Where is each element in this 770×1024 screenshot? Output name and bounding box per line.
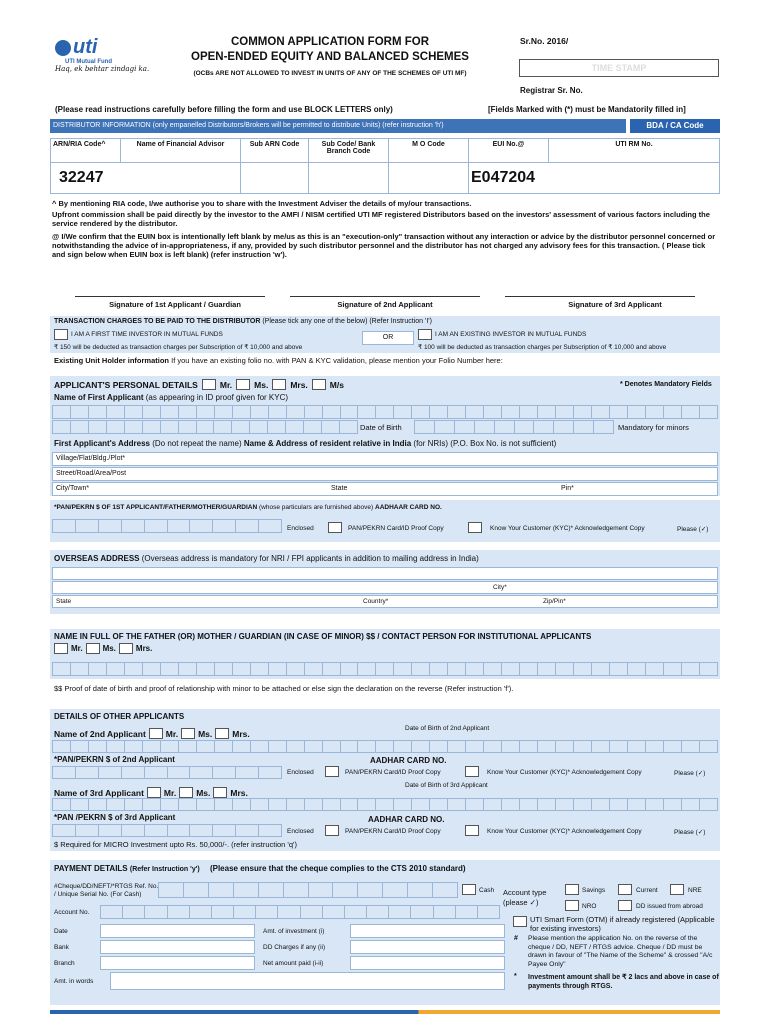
transaction-title-note: (Please tick any one of the below) (Refer Instruction 'I')	[262, 318, 432, 325]
address-label: First Applicant's Address	[54, 439, 150, 448]
logo-sub: UTI Mutual Fund	[65, 59, 112, 65]
account-no-label: Account No.	[54, 909, 90, 916]
existing-holder-info	[54, 356, 503, 365]
father-title: NAME IN FULL OF THE FATHER (OR) MOTHER / GUARDIAN (IN CASE OF MINOR) $$ / CONTACT PERSON FOR INSTITUTIONAL APPLICANTS	[54, 632, 592, 641]
cheque-label-2: / Unique Serial No. (For Cash)	[54, 891, 142, 898]
first-time-note: ₹ 150 will be deducted as transaction charges per Subscription of ₹ 10,000 and above	[54, 344, 303, 351]
time-stamp-box	[519, 59, 719, 77]
amt-invest-input[interactable]	[350, 924, 505, 938]
mrs-label: Mrs.	[290, 379, 308, 390]
overseas-title: OVERSEAS ADDRESS	[54, 554, 140, 563]
col-sub-code: Sub Code/ Bank Branch Code	[309, 139, 389, 163]
aadhar2-label: AADHAR CARD NO.	[370, 756, 447, 765]
existing-label: I AM AN EXISTING INVESTOR IN MUTUAL FUNDS	[435, 331, 587, 338]
pan-title-row	[54, 504, 442, 511]
app3-ms-checkbox[interactable]	[179, 787, 193, 798]
app2-mrs-checkbox[interactable]	[215, 728, 229, 739]
nro-label: NRO	[582, 903, 597, 910]
app2-ms-label: Ms.	[198, 728, 213, 739]
payment-title-row	[54, 864, 466, 873]
kyc-label: Know Your Customer (KYC)* Acknowledgement Copy	[490, 525, 645, 532]
bank-label: Bank	[54, 944, 69, 951]
sig-line-2	[290, 296, 480, 297]
please-tick-label: Please (✓)	[677, 526, 709, 533]
kyc-checkbox[interactable]	[468, 522, 482, 533]
amt-words-label: Amt. in words	[54, 978, 94, 985]
existing-note: ₹ 100 will be deducted as transaction charges per Subscription of ₹ 10,000 and above	[418, 344, 667, 351]
father-proof-note: $$ Proof of date of birth and proof of relationship with minor to be attached or else sign the declaration on the reverse (Refer instruction 'f').	[54, 684, 514, 693]
sub-code-input[interactable]	[309, 163, 389, 194]
logo-text: uti	[73, 36, 98, 58]
name3-label: Name of 3rd Applicant	[54, 787, 144, 798]
ocb-note: (OCBs ARE NOT ALLOWED TO INVEST IN UNITS OF ANY OF THE SCHEMES OF UTI MF)	[193, 70, 467, 77]
serial-number: Sr.No. 2016/	[520, 36, 569, 46]
aadhar3-label: AADHAR CARD NO.	[368, 815, 445, 824]
hash-note: Please mention the application No. on the reverse of the cheque / DD, NEFT / RTGS advice. Cheque / DD must be drawn in favour of "The Name of the Scheme" & crossed "A/c Payee Only"	[528, 935, 713, 968]
overseas-line-2[interactable]	[52, 581, 718, 594]
pan2-proof-label: PAN/PEKRN Card/ID Proof Copy	[345, 769, 441, 776]
pan3-proof-checkbox[interactable]	[325, 825, 339, 836]
first-time-label: I AM A FIRST TIME INVESTOR IN MUTUAL FUNDS	[71, 331, 223, 338]
overseas-country-label: Country*	[363, 598, 389, 605]
address-label-2: Name & Address of resident relative in India	[243, 439, 412, 448]
sig-line-1	[75, 296, 265, 297]
first-time-checkbox[interactable]	[54, 329, 68, 340]
cheque-label-1: #Cheque/DD/NEFT/*RTGS Ref. No.	[54, 883, 159, 890]
overseas-zip-label: Zip/Pin*	[543, 598, 566, 605]
pan-proof-checkbox[interactable]	[328, 522, 342, 533]
father-mrs-checkbox[interactable]	[119, 643, 133, 654]
enclosed3-label: Enclosed	[287, 828, 314, 835]
address-note-1: (Do not repeat the name)	[152, 439, 242, 448]
village-input[interactable]	[52, 452, 718, 466]
cheque-label	[54, 883, 158, 899]
dd-abroad-checkbox[interactable]	[618, 900, 632, 911]
city-input[interactable]	[52, 482, 718, 496]
signature-3[interactable]: Signature of 3rd Applicant	[568, 300, 662, 309]
dob2-label: Date of Birth of 2nd Applicant	[405, 725, 490, 732]
col-mo-code: M O Code	[389, 139, 469, 163]
dd-charges-label: DD Charges if any (ii)	[263, 944, 326, 951]
signature-2[interactable]: Signature of 2nd Applicant	[337, 300, 433, 309]
aadhaar-label: AADHAAR CARD NO.	[375, 504, 442, 511]
overseas-line-1[interactable]	[52, 567, 718, 580]
sub-arn-input[interactable]	[241, 163, 309, 194]
date-input[interactable]	[100, 924, 255, 938]
first-applicant-name-input-2[interactable]	[52, 420, 358, 434]
nre-checkbox[interactable]	[670, 884, 684, 895]
payment-title: PAYMENT DETAILS	[54, 864, 128, 873]
col-rm: UTI RM No.	[549, 139, 720, 163]
euin-note: @ I/We confirm that the EUIN box is intentionally left blank by me/us as this is an "execution-only" transaction without any interaction or advice by the distributor personnel concerned or notwithstanding the advice of in-appropriateness, if any, provided by such distributor personnel and the distributor has not charged any advisory fees for this transaction. ( Please tick and sign below when EUIN box is left blank) (refer instruction 'w').	[52, 232, 716, 259]
kyc2-label: Know Your Customer (KYC)* Acknowledgement Copy	[487, 769, 642, 776]
app2-mrs-label: Mrs.	[232, 728, 250, 739]
branch-label: Branch	[54, 960, 75, 967]
pan-title: *PAN/PEKRN $ OF 1ST APPLICANT/FATHER/MOTHER/GUARDIAN	[54, 504, 258, 511]
pan3-input[interactable]	[52, 824, 282, 837]
father-ms-checkbox[interactable]	[86, 643, 100, 654]
app2-mr-label: Mr.	[165, 728, 179, 739]
existing-checkbox[interactable]	[418, 329, 432, 340]
dob-input[interactable]	[414, 420, 614, 434]
pan-note: (whose particulars are furnished above)	[259, 504, 374, 511]
overseas-state-label: State	[56, 598, 72, 605]
name3-input[interactable]	[52, 798, 718, 811]
pan2-proof-checkbox[interactable]	[325, 766, 339, 777]
dd-abroad-label: DD issued from abroad	[636, 903, 703, 910]
transaction-title-text: TRANSACTION CHARGES TO BE PAID TO THE DISTRIBUTOR	[54, 318, 261, 325]
name2-input[interactable]	[52, 740, 718, 753]
name-label: Name of First Applicant	[54, 393, 144, 402]
date-label: Date	[54, 928, 68, 935]
col-advisor: Name of Financial Advisor	[121, 139, 241, 163]
first-time-option[interactable]	[54, 329, 223, 340]
eui-input[interactable]: E047204	[469, 163, 720, 194]
please3-label: Please (✓)	[674, 829, 706, 836]
ria-note: ^ By mentioning RIA code, I/we authorise you to share with the Investment Adviser the details of my/our transactions.	[52, 199, 472, 208]
first-applicant-name-label	[54, 393, 288, 402]
otm-checkbox[interactable]	[513, 916, 527, 927]
overseas-title-row	[54, 554, 479, 563]
existing-holder-note: If you have an existing folio no. with PAN & KYC validation, please mention your Folio Number here:	[171, 356, 503, 365]
logo-icon	[55, 40, 71, 56]
cash-label: Cash	[479, 887, 495, 894]
payment-title-note-2: (Please ensure that the cheque complies to the CTS 2010 standard)	[209, 864, 466, 873]
app2-ms-checkbox[interactable]	[181, 728, 195, 739]
father-ms-label: Ms.	[102, 644, 116, 653]
father-mr-label: Mr.	[71, 644, 83, 653]
branch-input[interactable]	[100, 956, 255, 970]
transaction-title	[54, 318, 432, 325]
pan2-label: *PAN/PEKRN $ of 2nd Applicant	[54, 755, 175, 764]
state-label: State	[331, 485, 348, 492]
savings-label: Savings	[582, 887, 606, 894]
please2-label: Please (✓)	[674, 770, 706, 777]
address-label-row	[54, 439, 556, 448]
mrs-checkbox[interactable]	[272, 379, 286, 390]
arn-code-input[interactable]: 32247	[51, 163, 241, 194]
father-mr-checkbox[interactable]	[54, 643, 68, 654]
ms-label: Ms.	[254, 379, 269, 390]
account-type-please: (please ✓)	[503, 898, 539, 907]
nro-checkbox[interactable]	[565, 900, 579, 911]
mss-label: M/s	[329, 379, 344, 390]
first-applicant-name-input[interactable]	[52, 405, 718, 419]
current-label: Current	[636, 887, 658, 894]
app3-mrs-checkbox[interactable]	[213, 787, 227, 798]
father-salutation-row	[54, 643, 152, 654]
existing-option[interactable]	[418, 329, 586, 340]
title-line-1: COMMON APPLICATION FORM FOR	[230, 36, 430, 48]
time-stamp-label: TIME STAMP	[591, 63, 647, 73]
overseas-line-3[interactable]	[52, 595, 718, 608]
address-note-2: (for NRIs) (P.O. Box No. is not sufficient)	[413, 439, 557, 448]
bottom-strip	[50, 1010, 720, 1014]
app3-ms-label: Ms.	[196, 787, 211, 798]
pin-label: Pin*	[561, 485, 574, 492]
cheque-input[interactable]	[158, 882, 458, 898]
distributor-bar: DISTRIBUTOR INFORMATION (only empanelled Distributors/Brokers will be permitted to distribute Units) (refer instruction 'h')	[50, 119, 626, 133]
minors-note: Mandatory for minors	[618, 423, 689, 432]
uti-logo	[55, 36, 165, 80]
col-sub-arn: Sub ARN Code	[241, 139, 309, 163]
kyc3-label: Know Your Customer (KYC)* Acknowledgement Copy	[487, 828, 642, 835]
dob3-label: Date of Birth of 3rd Applicant	[405, 782, 488, 789]
kyc2-checkbox[interactable]	[465, 766, 479, 777]
pan3-label: *PAN /PEKRN $ of 3rd Applicant	[54, 813, 176, 822]
amt-invest-label: Amt. of investment (i)	[263, 928, 325, 935]
name3-row	[54, 787, 248, 798]
col-eui: EUI No.@	[469, 139, 549, 163]
overseas-city-label: City*	[493, 584, 507, 591]
personal-title: APPLICANT'S PERSONAL DETAILS	[54, 379, 198, 390]
other-applicants-title: DETAILS OF OTHER APPLICANTS	[54, 712, 185, 721]
bda-ca-code-label: BDA / CA Code	[630, 119, 720, 133]
registrar-label: Registrar Sr. No.	[520, 86, 583, 95]
instructions-note: (Please read instructions carefully before filling the form and use BLOCK LETTERS only)	[55, 105, 393, 114]
kyc3-checkbox[interactable]	[465, 825, 479, 836]
form-title	[170, 36, 490, 63]
village-label: Village/Flat/Bldg./Plot*	[56, 455, 126, 462]
title-line-2: OPEN-ENDED EQUITY AND BALANCED SCHEMES	[191, 51, 469, 63]
dob-label: Date of Birth	[360, 423, 402, 432]
mandatory-fields-note: * Denotes Mandatory Fields	[620, 381, 712, 388]
pan3-proof-label: PAN/PEKRN Card/ID Proof Copy	[345, 828, 441, 835]
sig-line-3	[505, 296, 695, 297]
pan2-input[interactable]	[52, 766, 282, 779]
name2-row	[54, 728, 250, 739]
nre-label: NRE	[688, 887, 702, 894]
micro-note: $ Required for MICRO Investment upto Rs. 50,000/-. (refer instruction 'q')	[54, 840, 297, 849]
current-checkbox[interactable]	[618, 884, 632, 895]
bank-input[interactable]	[100, 940, 255, 954]
father-mrs-label: Mrs.	[135, 644, 153, 653]
star-note: Investment amount shall be ₹ 2 lacs and above in case of payments through RTGS.	[528, 974, 719, 990]
mandatory-note: [Fields Marked with (*) must be Mandatorily filled in]	[488, 105, 686, 114]
payment-title-note: (Refer Instruction 'y')	[129, 866, 200, 873]
otm-label: UTI Smart Form (OTM) if already registered (Applicable for existing investors)	[530, 915, 715, 933]
existing-holder-label: Existing Unit Holder information	[54, 356, 170, 365]
mr-label: Mr.	[219, 379, 233, 390]
account-type-text: Account type	[503, 888, 547, 897]
mo-code-input[interactable]	[389, 163, 469, 194]
mss-checkbox[interactable]	[312, 379, 326, 390]
dd-charges-input[interactable]	[350, 940, 505, 954]
father-name-input[interactable]	[52, 662, 718, 676]
net-amount-input[interactable]	[350, 956, 505, 970]
enclosed2-label: Enclosed	[287, 769, 314, 776]
city-label: City/Town*	[56, 485, 90, 492]
star-marker: *	[514, 973, 517, 980]
mr-checkbox[interactable]	[202, 379, 216, 390]
app3-mr-checkbox[interactable]	[147, 787, 161, 798]
street-input[interactable]	[52, 467, 718, 481]
overseas-note: (Overseas address is mandatory for NRI / FPI applicants in addition to mailing address in India)	[141, 554, 479, 563]
amt-words-input[interactable]	[110, 972, 505, 990]
col-arn: ARN/RIA Code^	[51, 139, 121, 163]
personal-title-row	[54, 379, 344, 390]
cash-checkbox[interactable]	[462, 884, 476, 895]
net-amount-label: Net amount paid (i-ii)	[263, 960, 324, 967]
savings-checkbox[interactable]	[565, 884, 579, 895]
ms-checkbox[interactable]	[236, 379, 250, 390]
name2-label: Name of 2nd Applicant	[54, 728, 146, 739]
or-label: OR	[362, 331, 414, 345]
street-label: Street/Road/Area/Post	[56, 470, 127, 477]
name-note: (as appearing in ID proof given for KYC)	[145, 393, 289, 402]
enclosed-label: Enclosed	[287, 525, 314, 532]
app3-mr-label: Mr.	[163, 787, 177, 798]
app3-mrs-label: Mrs.	[230, 787, 248, 798]
hash-marker: #	[514, 935, 518, 942]
account-no-input[interactable]	[100, 905, 500, 919]
tagline: Haq, ek behtar zindagi ka.	[55, 65, 150, 73]
account-type-label	[503, 888, 546, 908]
app2-mr-checkbox[interactable]	[149, 728, 163, 739]
distributor-table	[50, 138, 720, 194]
signature-1[interactable]: Signature of 1st Applicant / Guardian	[109, 300, 241, 309]
pan-input[interactable]	[52, 519, 282, 533]
pan-proof-label: PAN/PEKRN Card/ID Proof Copy	[348, 525, 444, 532]
commission-note: Upfront commission shall be paid directly by the investor to the AMFI / NISM certified UTI MF registered Distributors based on the investors' assessment of various factors including the service rendered by the distributor.	[52, 210, 710, 228]
